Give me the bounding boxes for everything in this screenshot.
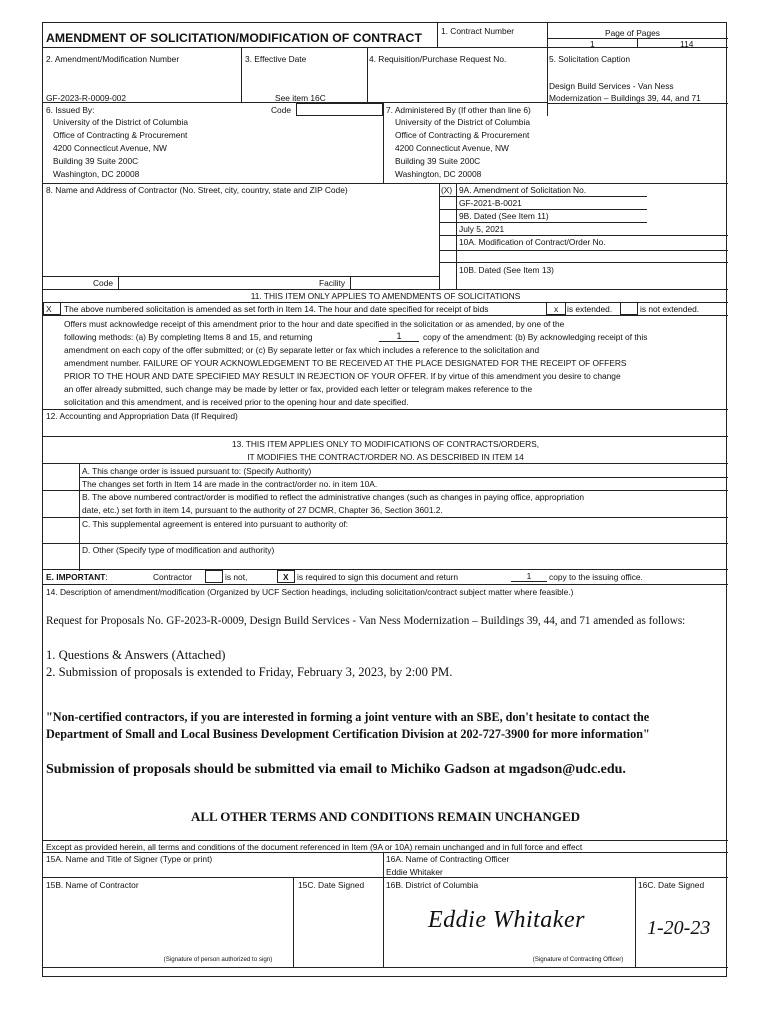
not-extended-label: is not extended. (640, 304, 700, 314)
administered-by-line-1: University of the District of Columbia (395, 117, 530, 127)
effective-date-value: See item 16C (275, 93, 326, 103)
item14-list-1: 1. Questions & Answers (Attached) (46, 648, 226, 662)
important-copies: 1 (511, 571, 547, 582)
contractor-signature-note: (Signature of person authorized to sign) (163, 956, 273, 963)
amendment-number-value: GF-2023-R-0009-002 (46, 93, 127, 103)
item13-c: C. This supplemental agreement is entered into pursuant to authority of: (82, 519, 349, 529)
signer-name-label: 15A. Name and Title of Signer (Type or print) (46, 854, 213, 864)
officer-signature: Eddie Whitaker (428, 907, 585, 933)
solicitation-caption-label: 5. Solicitation Caption (549, 54, 631, 64)
item14-submission: Submission of proposals should be submitted via email to Michiko Gadson at mgadson@udc.edu. (46, 762, 626, 777)
item14-label: 14. Description of amendment/modification (Organized by UCF Section headings, including solicitation/contract subject matter where feasible.) (46, 587, 574, 597)
district-label: 16B. District of Columbia (386, 880, 479, 890)
item11-line1: The above numbered solicitation is amended as set forth in Item 14. The hour and date specified for receipt of bids (64, 304, 489, 314)
contractor-name-label: 15B. Name of Contractor (46, 880, 139, 890)
item12-label: 12. Accounting and Appropriation Data (If Required) (46, 411, 238, 421)
page-of-pages-label: Page of Pages (605, 28, 660, 38)
issued-by-code-label: Code (271, 105, 292, 115)
administered-by-line-2: Office of Contracting & Procurement (395, 130, 530, 140)
item11-para-b-post: copy of the amendment: (b) By acknowledging receipt of this (423, 332, 648, 342)
extended-x: x (554, 304, 559, 314)
contractor-code-label: Code (93, 278, 114, 288)
administered-by-line-3: 4200 Connecticut Avenue, NW (395, 143, 509, 153)
amendment-form (42, 22, 727, 977)
modification-contract-label: 10A. Modification of Contract/Order No. (459, 237, 606, 247)
item13-a-1: A. This change order is issued pursuant to: (Specify Authority) (82, 466, 312, 476)
administered-by-line-4: Building 39 Suite 200C (395, 156, 481, 166)
officer-signed-date: 1-20-23 (647, 917, 711, 939)
important-is-required: is required to sign this document and return (297, 572, 459, 582)
facility-label: Facility (319, 278, 346, 288)
item13-a-2: The changes set forth in Item 14 are made in the contract/order no. in item 10A. (82, 479, 378, 489)
except-text: Except as provided herein, all terms and conditions of the document referenced in Item (9A or 10A) remain unchanged and in full force and effect (46, 842, 583, 852)
item13-d: D. Other (Specify type of modification and authority) (82, 545, 275, 555)
is-required-x: X (283, 572, 289, 582)
contracting-officer-label: 16A. Name of Contracting Officer (386, 854, 510, 864)
is-not-checkbox[interactable] (205, 570, 223, 583)
requisition-label: 4. Requisition/Purchase Request No. (369, 54, 507, 64)
item11-para-e: PRIOR TO THE HOUR AND DATE SPECIFIED MAY RESULT IN REJECTION OF YOUR OFFER. If by virtue of this amendment you desire to change (64, 371, 621, 381)
item13-title-2: IT MODIFIES THE CONTRACT/ORDER NO. AS DESCRIBED IN ITEM 14 (247, 452, 524, 462)
officer-signature-note: (Signature of Contracting Officer) (532, 956, 624, 963)
item13-b-1: B. The above numbered contract/order is modified to reflect the administrative changes (such as changes in paying office, appropriation (82, 492, 585, 502)
dated-10b-label: 10B. Dated (See Item 13) (459, 265, 554, 275)
extended-label: is extended. (567, 304, 613, 314)
amendment-solicitation-value: GF-2021-B-0021 (459, 198, 522, 208)
form-title: AMENDMENT OF SOLICITATION/MODIFICATION OF CONTRACT (46, 31, 423, 45)
important-label: E. IMPORTANT: (46, 572, 108, 582)
contractor-date-label: 15C. Date Signed (298, 880, 365, 890)
item11-para-c: amendment on each copy of the offer submitted; or (c) By separate letter or fax which includes a reference to the solicitation and (64, 345, 540, 355)
important-copy-to: copy to the issuing office. (549, 572, 643, 582)
item14-list-2: 2. Submission of proposals is extended to Friday, February 3, 2023, by 2:00 PM. (46, 665, 453, 679)
solicitation-caption-line2: Modernization – Buildings 39, 44, and 71 (549, 93, 701, 103)
x-mark-label: (X) (441, 185, 453, 195)
issued-by-code-field[interactable] (296, 103, 383, 116)
important-contractor: Contractor (153, 572, 193, 582)
issued-by-line-1: University of the District of Columbia (53, 117, 188, 127)
issued-by-label: 6. Issued By: (46, 105, 95, 115)
item11-para-g: solicitation and this amendment, and is received prior to the opening hour and date specified. (64, 397, 409, 407)
item14-quote-2: Department of Small and Local Business Development Certification Division at 202-727-3900 for more information" (46, 727, 650, 741)
contract-number-label: 1. Contract Number (441, 26, 515, 36)
issued-by-line-4: Building 39 Suite 200C (53, 156, 139, 166)
solicitation-caption-line1: Design Build Services - Van Ness (549, 81, 674, 91)
item14-intro: Request for Proposals No. GF-2023-R-0009, Design Build Services - Van Ness Modernization – Buildings 39, 44, and 71 amended as follows: (46, 615, 686, 627)
item13-b-2: date, etc.) set forth in item 14, pursuant to the authority of 27 DCMR, Chapter 36, Section 3601.2. (82, 505, 443, 515)
contractor-label: 8. Name and Address of Contractor (No. Street, city, country, state and ZIP Code) (46, 185, 348, 195)
contracting-officer-name: Eddie Whitaker (386, 867, 443, 877)
issued-by-line-5: Washington, DC 20008 (53, 169, 140, 179)
item11-para-b-pre: following methods: (a) By completing Items 8 and 15, and returning (64, 332, 313, 342)
effective-date-label: 3. Effective Date (245, 54, 307, 64)
item11-x: X (46, 304, 52, 314)
total-pages: 114 (680, 39, 694, 49)
amendment-solicitation-label: 9A. Amendment of Solicitation No. (459, 185, 587, 195)
not-extended-checkbox[interactable] (620, 302, 638, 315)
dated-9b-label: 9B. Dated (See Item 11) (459, 211, 549, 221)
dated-9b-value: July 5, 2021 (459, 224, 505, 234)
item13-title-1: 13. THIS ITEM APPLIES ONLY TO MODIFICATIONS OF CONTRACTS/ORDERS, (231, 439, 540, 449)
issued-by-line-3: 4200 Connecticut Avenue, NW (53, 143, 167, 153)
administered-by-line-5: Washington, DC 20008 (395, 169, 482, 179)
item11-para-a: Offers must acknowledge receipt of this amendment prior to the hour and date specified in the solicitation or as amended, by one of the (64, 319, 565, 329)
amendment-number-label: 2. Amendment/Modification Number (46, 54, 180, 64)
item11-para-f: an offer already submitted, such change may be made by letter or fax, provided each letter or telegram makes reference to the (64, 384, 533, 394)
issued-by-line-2: Office of Contracting & Procurement (53, 130, 188, 140)
item11-title: 11. THIS ITEM ONLY APPLIES TO AMENDMENTS OF SOLICITATIONS (250, 291, 521, 301)
item11-para-d: amendment number. FAILURE OF YOUR ACKNOWLEDGEMENT TO BE RECEIVED AT THE PLACE DESIGNATED FOR THE RECEIPT OF OFFERS (64, 358, 627, 368)
administered-by-label: 7. Administered By (If other than line 6) (386, 105, 531, 115)
item11-copies: 1 (379, 331, 419, 342)
officer-date-label: 16C. Date Signed (638, 880, 705, 890)
important-is-not: is not, (225, 572, 248, 582)
page-number: 1 (590, 39, 595, 49)
item14-other-terms: ALL OTHER TERMS AND CONDITIONS REMAIN UNCHANGED (190, 809, 581, 824)
item14-quote-1: "Non-certified contractors, if you are interested in forming a joint venture with an SBE, don't hesitate to contact the (46, 710, 650, 724)
